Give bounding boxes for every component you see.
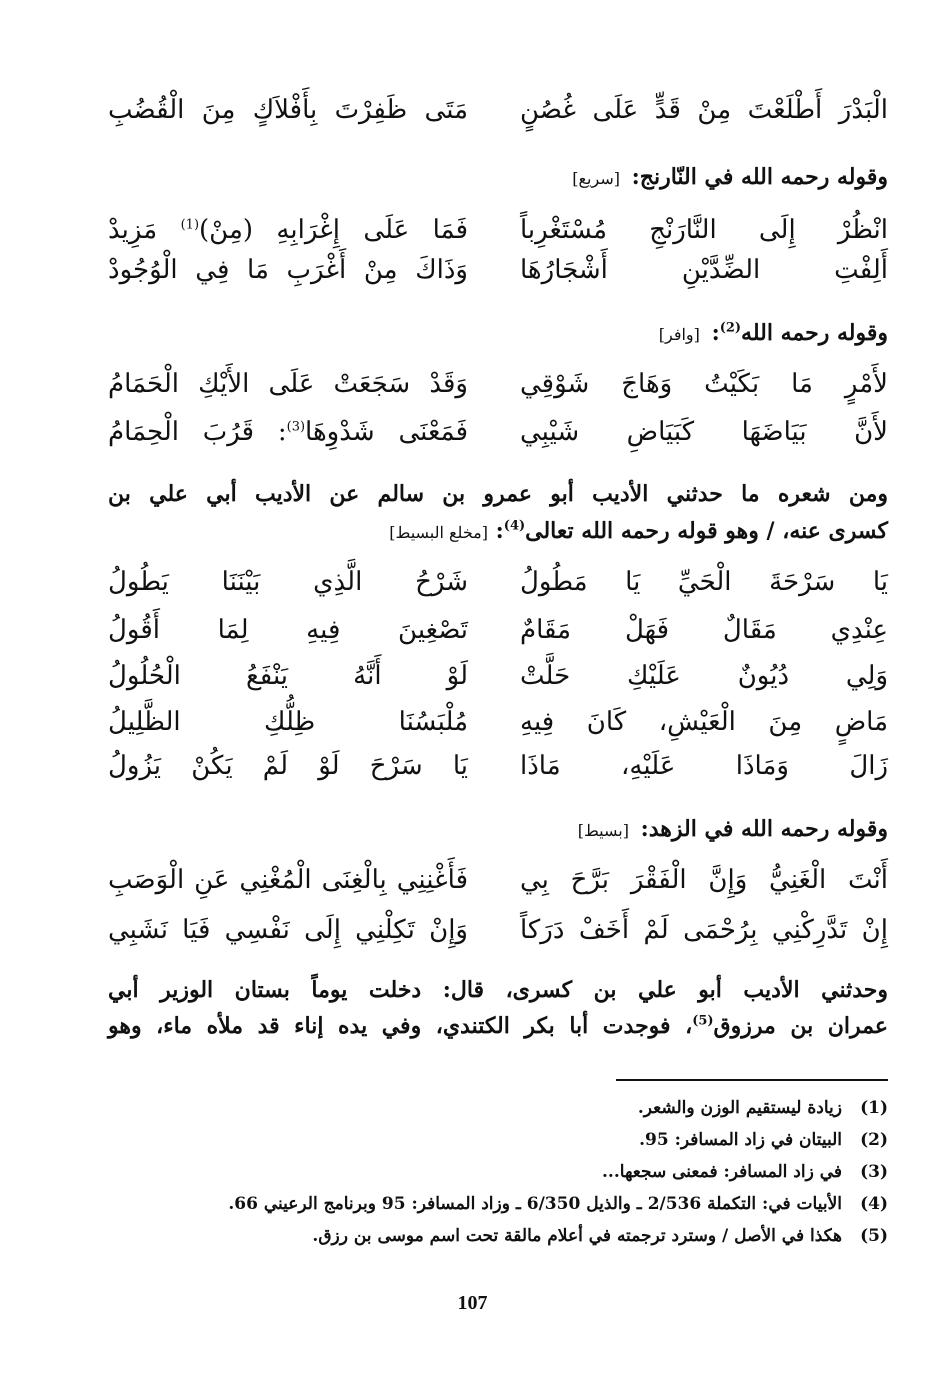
verse-second-hemistich: يَا سَرْحَ لَوْ لَمْ يَكُنْ يَزُولُ	[108, 751, 468, 781]
footnote-text: الأبيات في: التكملة 2/536 ـ والذيل 6/350 ـ وزاد المسافر: 95 وبرنامج الرعيني 66.	[228, 1194, 842, 1214]
prose-line	[108, 513, 888, 551]
footnote	[108, 1188, 888, 1220]
verse-first-hemistich: لأَنَّ بَيَاضَهَا كَبَيَاضِ شَيْبِي	[520, 417, 888, 447]
footnote-separator	[616, 1079, 888, 1081]
page-number: 107	[457, 1292, 488, 1314]
heading-text: :	[711, 320, 720, 346]
poem-verse	[108, 610, 888, 650]
footnote	[108, 1220, 888, 1252]
verse-first-hemistich: زَالَ وَمَاذَا عَلَيْهِ، مَاذَا	[520, 751, 888, 781]
footnote-ref: (4)	[503, 518, 526, 534]
footnote-ref: (2)	[719, 320, 742, 336]
poem-heading	[578, 812, 888, 848]
heading-text: وقوله رحمه الله في الزهد:	[640, 816, 888, 842]
footnote-number: (4)	[860, 1194, 888, 1214]
footnote-number: (1)	[860, 1098, 888, 1118]
poem-heading	[572, 160, 888, 196]
poem-verse	[108, 210, 888, 250]
poem-verse	[108, 656, 888, 696]
verse-second-hemistich: لَوْ أَنَّهُ يَنْفَعُ الْحُلُولُ	[108, 661, 468, 691]
footnote-number: (2)	[860, 1130, 888, 1150]
poem-verse	[108, 562, 888, 602]
footnote-text: في زاد المسافر: فمعنى سجعها...	[602, 1162, 842, 1182]
footnote-number: (3)	[860, 1162, 888, 1182]
verse-first-hemistich: عِنْدِي مَقَالٌ فَهَلْ مَقَامٌ	[520, 615, 888, 645]
footnote-ref: (3)	[286, 419, 306, 435]
meter-label: [بسيط]	[577, 821, 629, 840]
poem-verse	[108, 412, 888, 452]
verse-first-hemistich: أَنْتَ الْغَنِيُّ وَإِنَّ الْفَقْرَ بَرَّحَ بِي	[520, 865, 888, 895]
verse-first-hemistich: أَلِفْتِ الضِّدَّيْنِ أَشْجَارُهَا	[520, 255, 888, 285]
poem-heading	[659, 316, 888, 352]
verse-first-hemistich: مَاضٍ مِنَ الْعَيْشِ، كَانَ فِيهِ	[520, 707, 888, 737]
poem-verse	[108, 860, 888, 900]
verse-first-hemistich: إِنْ تَدَّرِكْنِي بِرُحْمَى لَمْ أَخَفْ دَرَكاً	[520, 915, 888, 945]
poem-verse	[108, 90, 888, 130]
meter-label: [وافر]	[658, 325, 700, 344]
verse-second-hemistich: وَإِنْ تَكِلْنِي إِلَى نَفْسِي فَيَا نَشَبِي	[108, 915, 468, 945]
prose-text: ، فوجدت أبا بكر الكتندي، وفي يده إناء قد ملأه ماء، وهو	[108, 1013, 693, 1039]
hemistich-part: فَمَا عَلَى إِغْرَابِهِ (مِنْ)	[199, 215, 468, 245]
prose-text: :	[495, 518, 504, 544]
prose-text: عمران بن مرزوق	[713, 1013, 888, 1039]
verse-second-hemistich: وَقَدْ سَجَعَتْ عَلَى الأَيْكِ الْحَمَامُ	[108, 369, 468, 399]
poem-verse	[108, 910, 888, 950]
footnote-text: هكذا في الأصل / وسترد ترجمته في أعلام مالقة تحت اسم موسى بن رزق.	[312, 1226, 842, 1246]
hemistich-part: مَزِيدْ	[108, 215, 181, 245]
verse-second-hemistich: فَأَغْنِنِي بِالْغِنَى الْمُغْنِي عَنِ الْوَصَبِ	[108, 865, 468, 895]
verse-second-hemistich: شَرْحُ الَّذِي بَيْنَنَا يَطُولُ	[108, 567, 468, 597]
footnote-ref: (5)	[692, 1013, 714, 1029]
footnote	[108, 1156, 888, 1188]
footnote	[108, 1092, 888, 1124]
verse-second-hemistich	[108, 412, 468, 452]
verse-first-hemistich: وَلِي دُيُونٌ عَلَيْكِ حَلَّتْ	[520, 661, 888, 691]
hemistich-part: : قَرُبَ الْحِمَامُ	[108, 417, 287, 447]
verse-first-hemistich: يَا سَرْحَةَ الْحَيِّ يَا مَطُولُ	[520, 567, 888, 597]
poem-verse	[108, 702, 888, 742]
verse-first-hemistich: الْبَدْرَ أَطْلَعْتَ مِنْ قَدٍّ عَلَى غُصُنٍ	[520, 95, 888, 125]
poem-verse	[108, 746, 888, 786]
hemistich-part: فَمَعْنَى شَدْوِهَا	[305, 417, 468, 447]
prose-line: ومن شعره ما حدثني الأديب أبو عمرو بن سالم عن الأديب أبي علي بن	[108, 481, 888, 507]
meter-label: [سريع]	[572, 169, 620, 188]
poem-verse	[108, 364, 888, 404]
footnote-ref: (1)	[180, 217, 200, 233]
meter-label: [مخلع البسيط]	[389, 523, 488, 542]
verse-second-hemistich: تَصْغِينَ فِيهِ لِمَا أَقُولُ	[108, 615, 468, 645]
poem-verse	[108, 250, 888, 290]
verse-first-hemistich: لأَمْرٍ مَا بَكَيْتُ وَهَاجَ شَوْقِي	[520, 369, 888, 399]
verse-first-hemistich: انْظُرْ إِلَى النَّارَنْجِ مُسْتَغْرِباً	[520, 215, 888, 245]
verse-second-hemistich	[108, 210, 468, 250]
footnote-text: البيتان في زاد المسافر: 95.	[639, 1130, 842, 1150]
prose-text: كسرى عنه، / وهو قوله رحمه الله تعالى	[525, 518, 888, 544]
heading-text: وقوله رحمه الله	[741, 320, 888, 346]
footnote-number: (5)	[860, 1226, 888, 1246]
footnote	[108, 1124, 888, 1156]
footnote-text: زيادة ليستقيم الوزن والشعر.	[637, 1098, 842, 1118]
footnotes-list	[108, 1092, 888, 1252]
prose-line	[108, 1008, 888, 1044]
heading-text: وقوله رحمه الله في النّارنج:	[631, 164, 888, 190]
verse-second-hemistich: وَذَاكَ مِنْ أَغْرَبِ مَا فِي الْوُجُودْ	[108, 255, 468, 285]
verse-second-hemistich: مَتَى ظَفِرْتَ بِأَفْلاَكٍ مِنَ الْقُضُبِ	[108, 95, 468, 125]
prose-line: وحدثني الأديب أبو علي بن كسرى، قال: دخلت يوماً بستان الوزير أبي	[108, 977, 888, 1003]
verse-second-hemistich: مُلْبَسُنَا ظِلُّكِ الظَّلِيلُ	[108, 707, 468, 737]
